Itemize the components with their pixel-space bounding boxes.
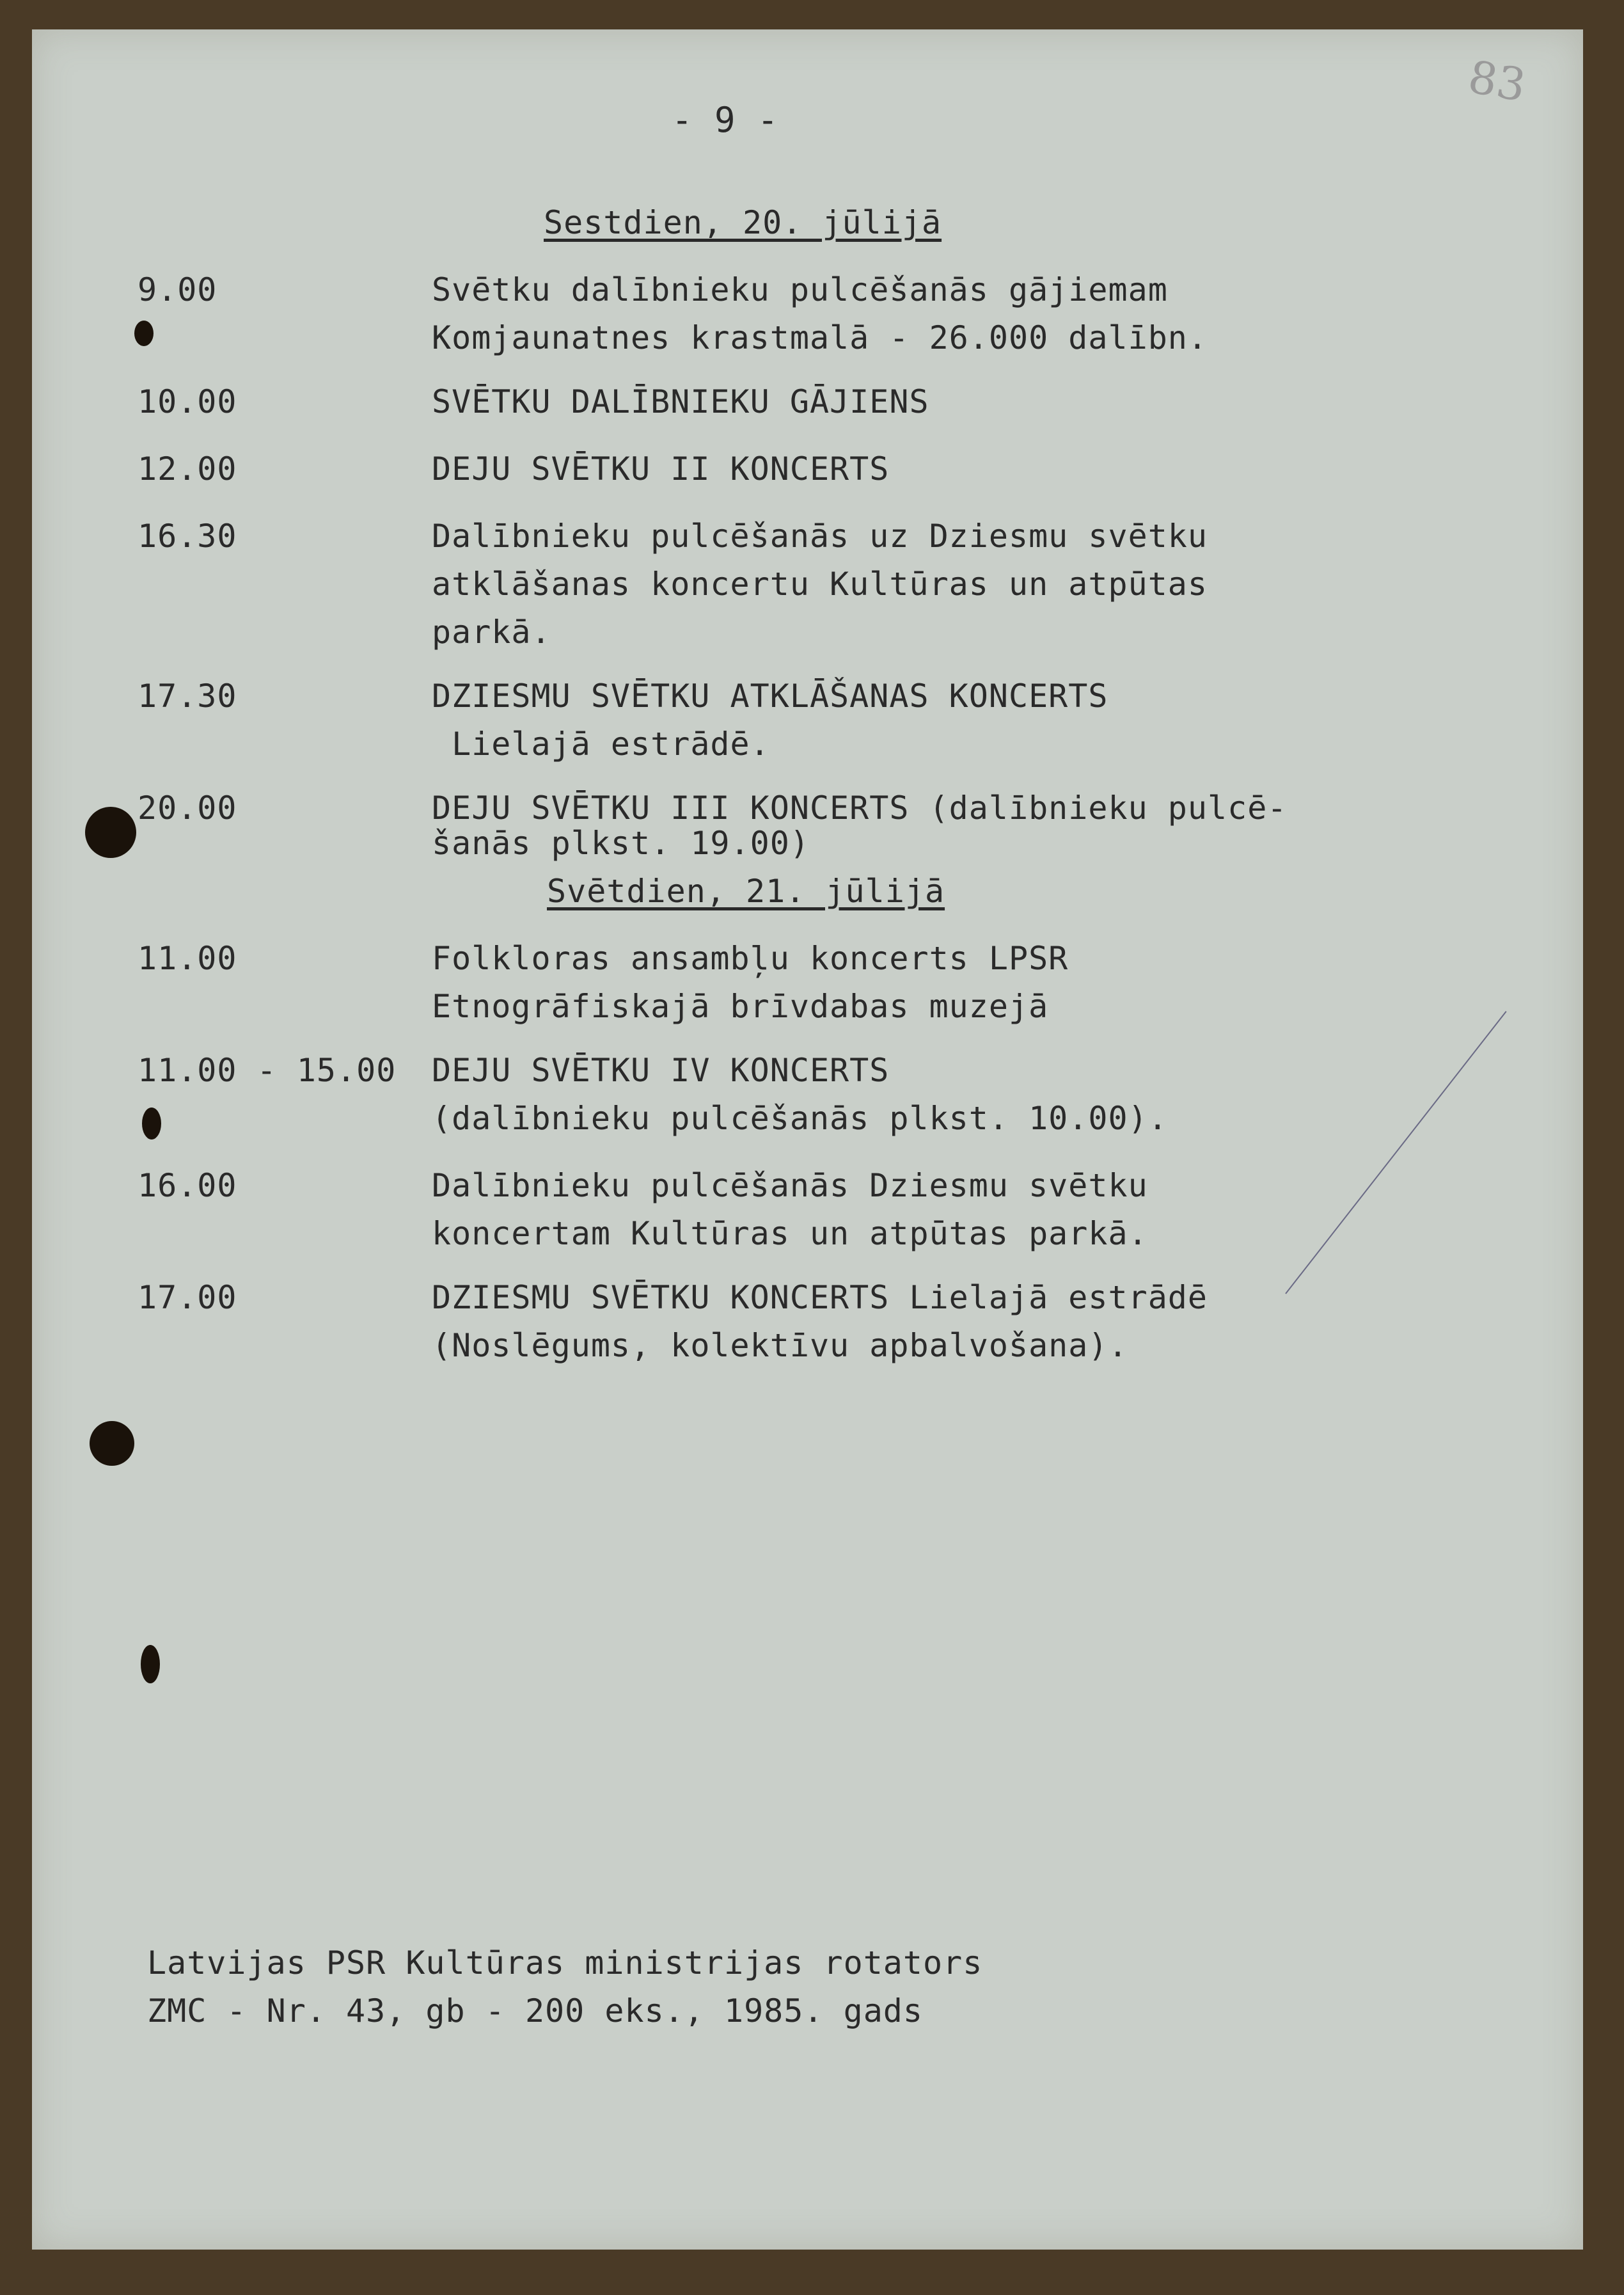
footer-publisher: Latvijas PSR Kultūras ministrijas rotators [147, 1944, 983, 1981]
punch-hole [141, 1645, 160, 1683]
event-desc-line: Dalībnieku pulcēšanās uz Dziesmu svētku [432, 518, 1208, 555]
punch-hole [85, 807, 136, 858]
event-time: 17.00 [138, 1279, 237, 1316]
event-desc-line: Lielajā estrādē. [432, 726, 770, 763]
day-heading-saturday: Sestdien, 20. jūlijā [544, 204, 942, 241]
punch-hole [134, 321, 154, 346]
event-time: 11.00 - 15.00 [138, 1052, 397, 1089]
event-desc-line: SVĒTKU DALĪBNIEKU GĀJIENS [432, 383, 929, 420]
footer-print-info: ZMC - Nr. 43, gb - 200 eks., 1985. gads [147, 1992, 923, 2029]
event-desc-line: Komjaunatnes krastmalā - 26.000 dalībn. [432, 319, 1208, 356]
event-desc-line: DEJU SVĒTKU IV KONCERTS [432, 1052, 890, 1089]
event-time: 16.00 [138, 1167, 237, 1204]
event-desc-line: DEJU SVĒTKU II KONCERTS [432, 450, 890, 488]
event-time: 17.30 [138, 678, 237, 715]
pen-stroke [1285, 1011, 1506, 1294]
page-number: - 9 - [672, 100, 779, 140]
event-desc-line: DEJU SVĒTKU III KONCERTS (dalībnieku pulcē- [432, 790, 1288, 827]
event-desc-line: DZIESMU SVĒTKU KONCERTS Lielajā estrādē [432, 1279, 1208, 1316]
event-desc-line: Folkloras ansambļu koncerts LPSR [432, 940, 1069, 977]
punch-hole [90, 1421, 134, 1466]
event-desc-line: DZIESMU SVĒTKU ATKLĀŠANAS KONCERTS [432, 678, 1108, 715]
event-time: 9.00 [138, 271, 217, 308]
event-time: 10.00 [138, 383, 237, 420]
event-time: 20.00 [138, 790, 237, 827]
event-desc-line: Svētku dalībnieku pulcēšanās gājiemam [432, 271, 1168, 308]
event-time: 16.30 [138, 518, 237, 555]
event-desc-line: atklāšanas koncertu Kultūras un atpūtas [432, 566, 1208, 603]
punch-hole [142, 1108, 161, 1140]
day-heading-sunday: Svētdien, 21. jūlijā [547, 873, 945, 910]
event-desc-line: (dalībnieku pulcēšanās plkst. 10.00). [432, 1100, 1168, 1137]
event-desc-line: parkā. [432, 614, 551, 651]
event-time: 11.00 [138, 940, 237, 977]
event-desc-line: šanās plkst. 19.00) [432, 825, 810, 862]
event-desc-line: Etnogrāfiskajā brīvdabas muzejā [432, 988, 1049, 1025]
event-desc-line: (Noslēgums, kolektīvu apbalvošana). [432, 1327, 1128, 1364]
archive-number: 83 [1464, 50, 1530, 113]
event-desc-line: Dalībnieku pulcēšanās Dziesmu svētku [432, 1167, 1148, 1204]
event-time: 12.00 [138, 450, 237, 488]
event-desc-line: koncertam Kultūras un atpūtas parkā. [432, 1215, 1148, 1252]
